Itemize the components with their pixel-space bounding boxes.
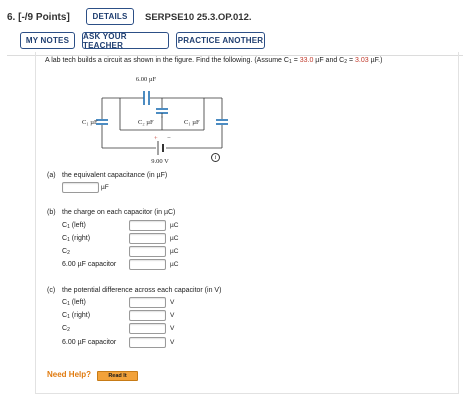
equivalent-capacitance-input[interactable] — [62, 182, 99, 193]
read-it-button[interactable]: Read It — [97, 371, 138, 381]
voltage-6uf-input[interactable] — [129, 337, 166, 348]
circuit-diagram — [80, 70, 240, 166]
part-b-unit: µC — [170, 248, 179, 255]
part-a-unit: µF — [101, 184, 109, 191]
part-c-label: (c) — [47, 287, 56, 294]
part-c-question: the potential difference across each capacitor (in V) — [62, 287, 222, 294]
my-notes-button[interactable]: MY NOTES — [20, 32, 75, 49]
part-a-label: (a) — [47, 172, 56, 179]
part-b-row-label: 6.00 µF capacitor — [62, 261, 117, 268]
charge-c1-left-input[interactable] — [129, 220, 166, 231]
question-code: SERPSE10 25.3.OP.012. — [145, 12, 252, 23]
middle-capacitor-label: C₂ µF — [138, 119, 154, 126]
part-c-unit: V — [170, 312, 175, 319]
ask-teacher-button[interactable]: ASK YOUR TEACHER — [82, 32, 169, 49]
part-c-row-label: $C_1$ (left) — [62, 299, 86, 307]
part-c-row-label: $C_1$ (right) — [62, 312, 91, 320]
c2-value: 3.03 — [355, 57, 369, 64]
part-b-row-label: $C_1$ (left) — [62, 222, 86, 230]
battery-plus-sign: + — [154, 135, 158, 142]
part-b-row-label: $C_1$ (right) — [62, 235, 91, 243]
practice-another-button[interactable]: PRACTICE ANOTHER — [176, 32, 265, 49]
charge-6uf-input[interactable] — [129, 259, 166, 270]
right-capacitor-label: C₁ µF — [184, 119, 200, 126]
top-capacitor-label: 6.00 µF — [135, 76, 157, 83]
part-b-unit: µC — [170, 261, 179, 268]
part-c-unit: V — [170, 339, 175, 346]
part-c-unit: V — [170, 299, 175, 306]
battery-label: 9.00 V — [151, 158, 169, 165]
voltage-c1-right-input[interactable] — [129, 310, 166, 321]
part-b-label: (b) — [47, 209, 56, 216]
charge-c2-input[interactable] — [129, 246, 166, 257]
problem-statement: A lab tech builds a circuit as shown in the figure. Find the following. (Assume $C_1 = 33.0$ µF and $C_2 = 3.03$ µF.) — [45, 57, 383, 65]
left-capacitor-label: C₁ µF — [82, 119, 98, 126]
part-b-question: the charge on each capacitor (in µC) — [62, 209, 176, 216]
part-b-unit: µC — [170, 222, 179, 229]
details-button[interactable]: DETAILS — [86, 8, 134, 25]
part-c-row-label: $C_2$ — [62, 325, 70, 333]
part-c-row-label: 6.00 µF capacitor — [62, 339, 117, 346]
voltage-c1-left-input[interactable] — [129, 297, 166, 308]
question-number: 6. [-/9 Points] — [7, 12, 70, 23]
part-b-unit: µC — [170, 235, 179, 242]
battery-minus-sign: − — [167, 135, 171, 142]
info-icon[interactable]: i — [211, 153, 220, 162]
c1-value: 33.0 — [299, 57, 314, 64]
part-b-row-label: $C_2$ — [62, 248, 70, 256]
voltage-c2-input[interactable] — [129, 323, 166, 334]
need-help-label: Need Help? — [47, 370, 92, 379]
part-a-question: the equivalent capacitance (in µF) — [62, 172, 168, 179]
part-c-unit: V — [170, 325, 175, 332]
charge-c1-right-input[interactable] — [129, 233, 166, 244]
